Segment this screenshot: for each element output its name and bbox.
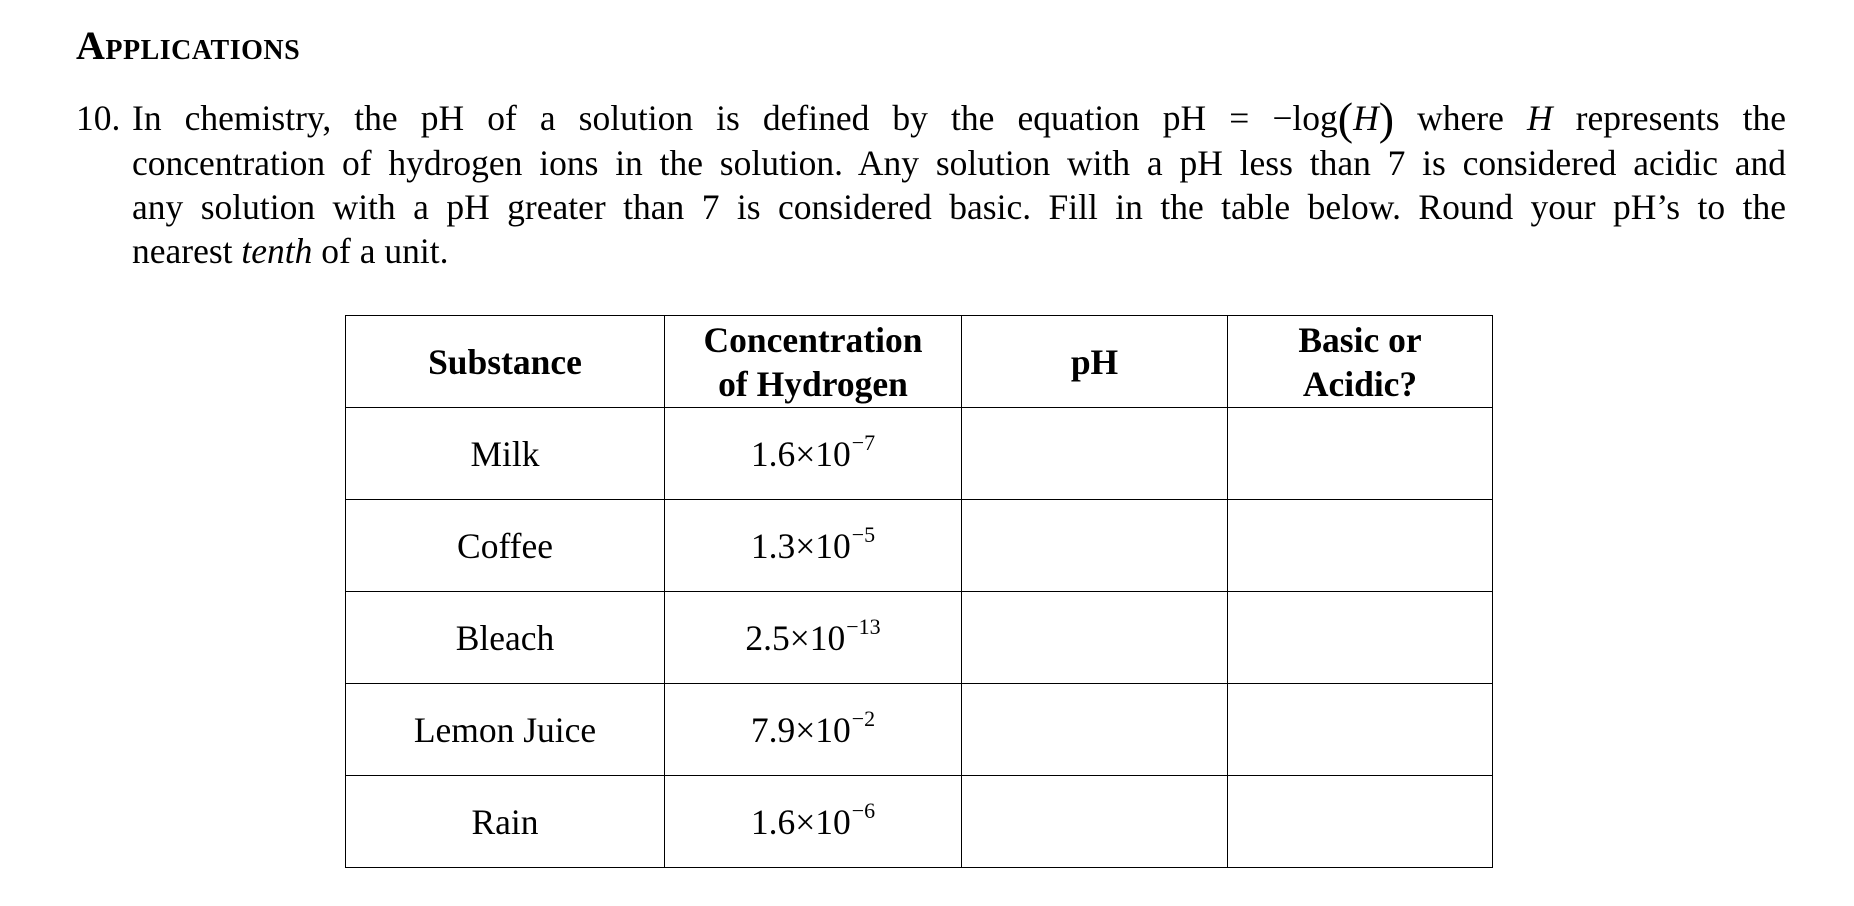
problem-line-1-end: represents the xyxy=(1575,98,1787,138)
problem-line-4-start: nearest xyxy=(132,231,233,271)
equation-var: H xyxy=(1353,98,1379,138)
problem-line-2: concentration of hydrogen ions in the solution. Any solution with a pH less than 7 is considered acidic and xyxy=(132,143,1786,183)
cell-basic-acidic[interactable] xyxy=(1228,776,1493,868)
problem-line-4 xyxy=(132,229,1786,273)
cell-basic-acidic[interactable] xyxy=(1228,500,1493,592)
cell-concentration xyxy=(665,684,962,776)
cell-concentration xyxy=(665,776,962,868)
equation-minus: − xyxy=(1272,98,1293,138)
section-heading: Applications xyxy=(76,23,301,68)
header-ph: pH xyxy=(962,316,1228,408)
cell-substance: Rain xyxy=(346,776,665,868)
equation-log: log xyxy=(1292,98,1338,138)
table-row xyxy=(346,684,1493,776)
concentration-mantissa: 1.6×10 xyxy=(750,433,851,474)
equation-close-paren: ) xyxy=(1378,93,1395,144)
concentration-exponent: −7 xyxy=(851,429,876,455)
cell-ph[interactable] xyxy=(962,592,1228,684)
equation-open-paren: ( xyxy=(1337,93,1354,144)
problem-line-1 xyxy=(132,93,1787,144)
header-concentration-line2: of Hydrogen xyxy=(718,363,908,404)
equation-equals: = xyxy=(1229,98,1250,138)
cell-ph[interactable] xyxy=(962,684,1228,776)
problem-line-1-var: H xyxy=(1526,98,1553,138)
concentration-exponent: −2 xyxy=(851,705,876,731)
cell-concentration xyxy=(665,592,962,684)
cell-substance: Milk xyxy=(346,408,665,500)
concentration-mantissa: 1.6×10 xyxy=(750,801,851,842)
cell-basic-acidic[interactable] xyxy=(1228,592,1493,684)
problem-number: 10. xyxy=(76,98,121,138)
cell-substance: Coffee xyxy=(346,500,665,592)
ph-equation xyxy=(1162,93,1395,144)
cell-ph[interactable] xyxy=(962,408,1228,500)
concentration-exponent: −13 xyxy=(846,613,881,639)
cell-substance: Bleach xyxy=(346,592,665,684)
concentration-exponent: −6 xyxy=(851,797,876,823)
header-basic-line2: Acidic? xyxy=(1302,363,1418,404)
problem-10 xyxy=(76,93,1787,273)
cell-concentration xyxy=(665,500,962,592)
table-row xyxy=(346,776,1493,868)
cell-concentration xyxy=(665,408,962,500)
cell-basic-acidic[interactable] xyxy=(1228,684,1493,776)
problem-line-4-emphasis: tenth xyxy=(241,231,313,271)
problem-line-4-end: of a unit. xyxy=(321,231,449,271)
concentration-mantissa: 1.3×10 xyxy=(750,525,851,566)
problem-text xyxy=(132,93,1787,273)
header-substance: Substance xyxy=(346,316,665,408)
problem-line-3: any solution with a pH greater than 7 is considered basic. Fill in the table below. Round your pH’s to the xyxy=(132,187,1786,227)
cell-substance: Lemon Juice xyxy=(346,684,665,776)
ph-table xyxy=(345,315,1493,868)
header-basic-line1: Basic or xyxy=(1298,319,1422,360)
concentration-mantissa: 7.9×10 xyxy=(750,709,851,750)
problem-line-1-text: In chemistry, the pH of a solution is defined by the equation xyxy=(132,98,1140,138)
table-row xyxy=(346,592,1493,684)
cell-ph[interactable] xyxy=(962,500,1228,592)
table-row xyxy=(346,500,1493,592)
equation-lhs: pH xyxy=(1162,98,1207,138)
table-header-row xyxy=(346,316,1493,408)
concentration-exponent: −5 xyxy=(851,521,876,547)
header-concentration xyxy=(665,316,962,408)
cell-basic-acidic[interactable] xyxy=(1228,408,1493,500)
table-row xyxy=(346,408,1493,500)
concentration-mantissa: 2.5×10 xyxy=(745,617,846,658)
cell-ph[interactable] xyxy=(962,776,1228,868)
header-basic-acidic xyxy=(1228,316,1493,408)
problem-line-1-where: where xyxy=(1417,98,1504,138)
header-concentration-line1: Concentration xyxy=(703,319,923,360)
